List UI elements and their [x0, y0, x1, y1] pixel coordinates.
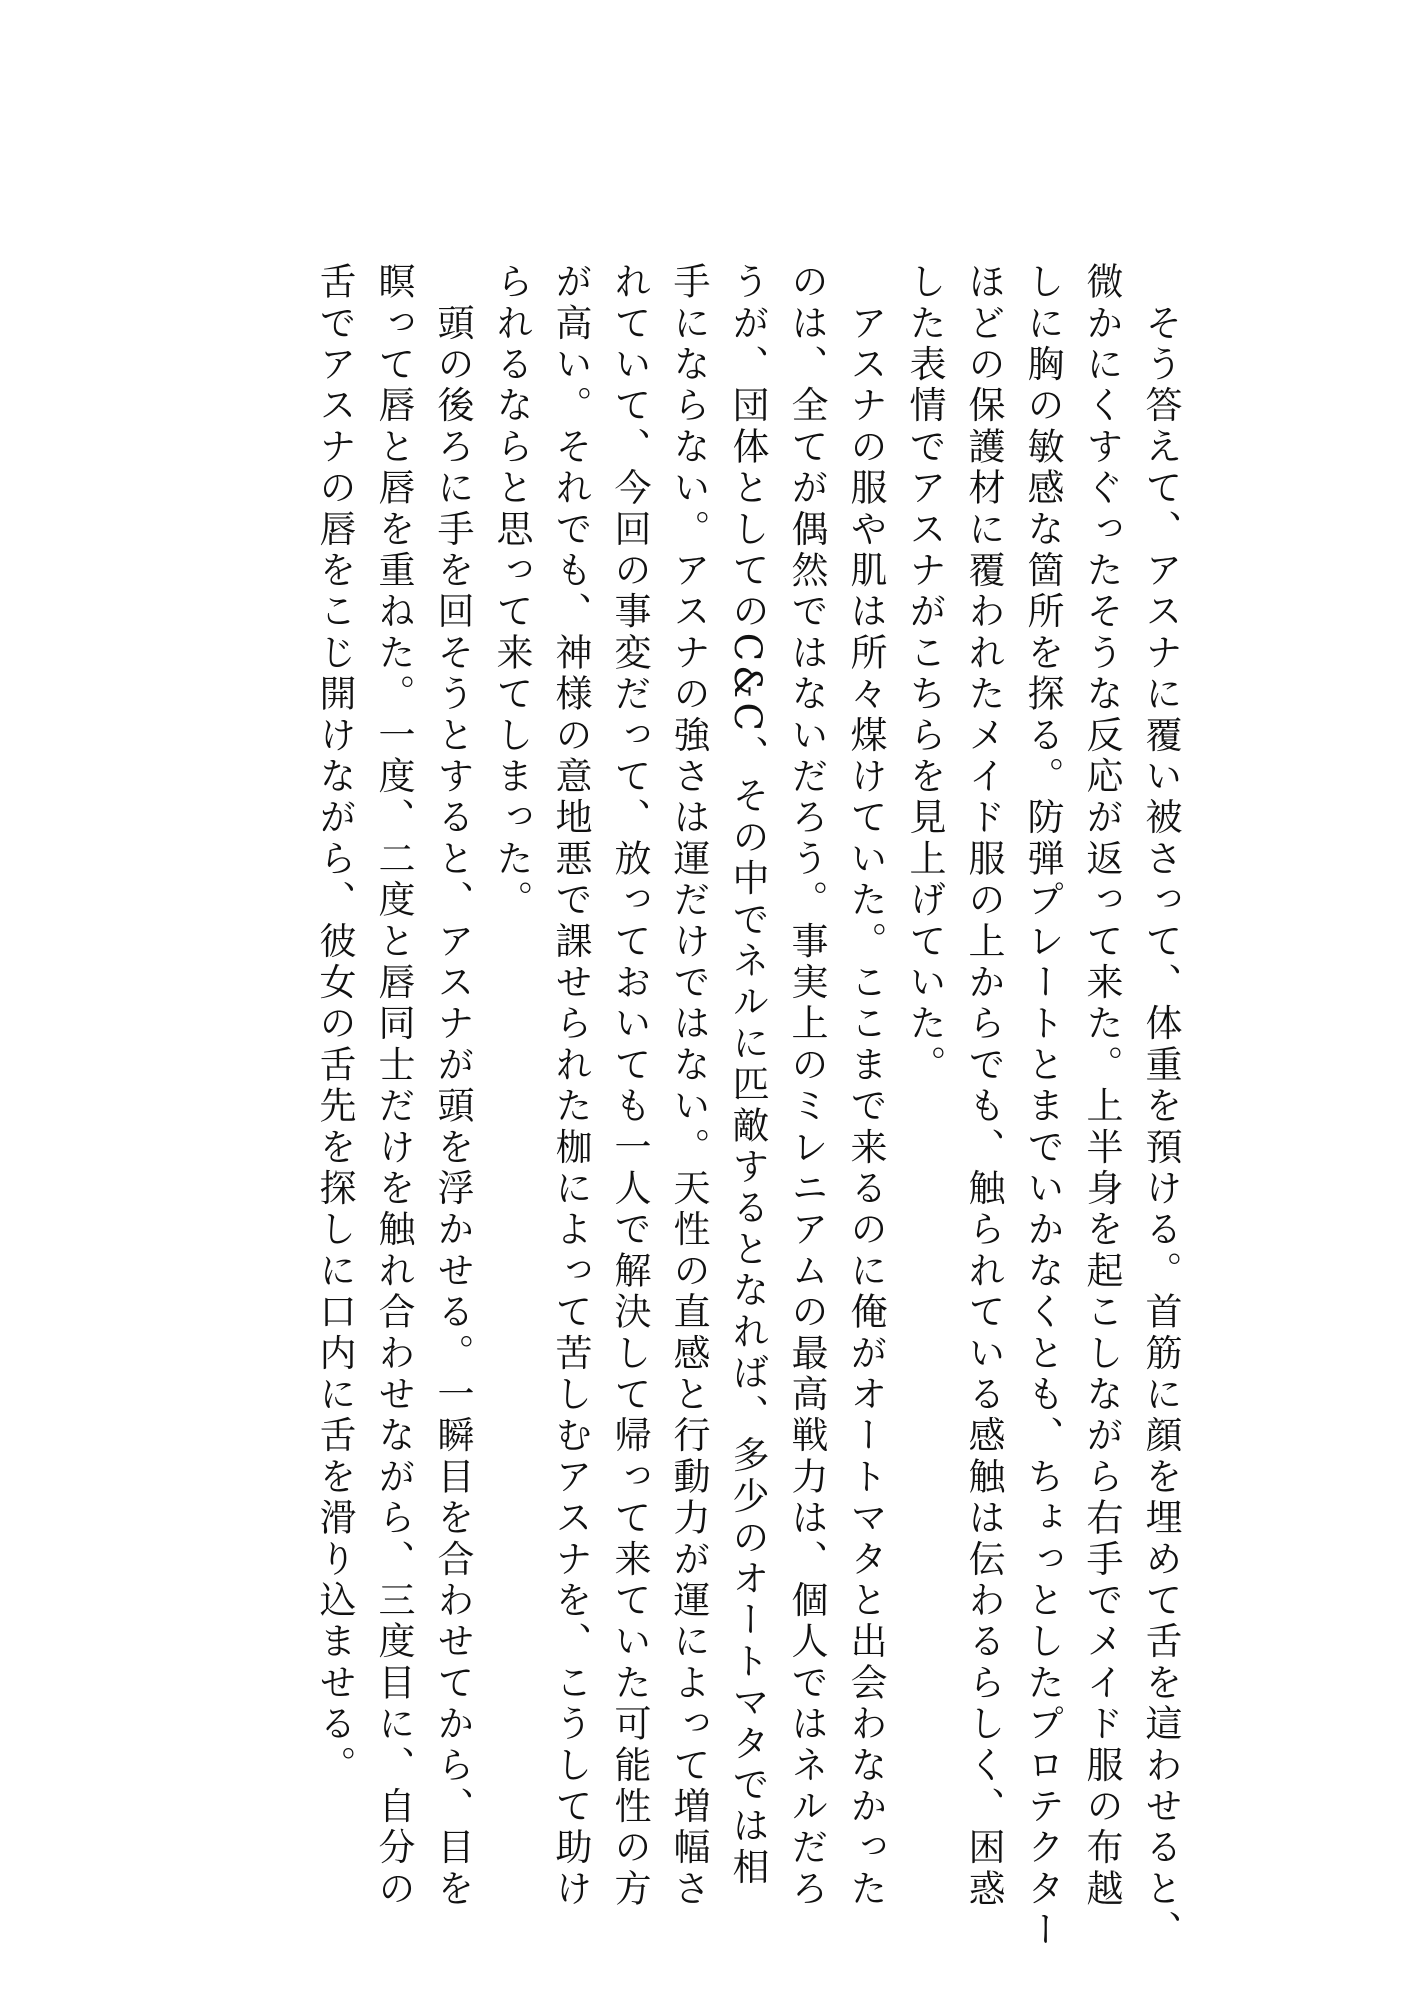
text-line: 頭の後ろに手を回そうとすると、アスナが頭を浮かせる。一瞬目を合わせてから、目を — [431, 262, 474, 1910]
text-line: 微かにくすぐったそうな反応が返って来た。上半身を起こしながら右手でメイド服の布越 — [1080, 262, 1123, 1910]
text-line: 瞑って唇と唇を重ねた。一度、二度と唇同士だけを触れ合わせながら、三度目に、自分の — [372, 262, 415, 1910]
text-line: 舌でアスナの唇をこじ開けながら、彼女の舌先を探しに口内に舌を滑り込ませる。 — [313, 262, 356, 1787]
text-line: のは、全てが偶然ではないだろう。事実上のミレニアムの最高戦力は、個人ではネルだろ — [785, 262, 828, 1910]
text-line: 手にならない。アスナの強さは運だけではない。天性の直感と行動力が運によって増幅さ — [667, 262, 710, 1910]
text-line: れていて、今回の事変だって、放っておいても一人で解決して帰って来ていた可能性の方 — [608, 262, 651, 1910]
text-line: られるならと思って来てしまった。 — [490, 262, 533, 922]
text-line: そう答えて、アスナに覆い被さって、体重を預ける。首筋に顔を埋めて舌を這わせると、 — [1139, 262, 1182, 1952]
text-line: した表情でアスナがこちらを見上げていた。 — [903, 262, 946, 1086]
text-line: ほどの保護材に覆われたメイド服の上からでも、触られている感触は伝わるらしく、困惑 — [962, 262, 1005, 1910]
text-line: が高い。それでも、神様の意地悪で課せられた枷によって苦しむアスナを、こうして助け — [549, 262, 592, 1910]
text-line: アスナの服や肌は所々煤けていた。ここまで来るのに俺がオートマタと出会わなかった — [844, 262, 887, 1910]
text-line: しに胸の敏感な箇所を探る。防弾プレートとまでいかなくとも、ちょっとしたプロテクター — [1021, 262, 1064, 1952]
text-line: うが、団体としてのC&C、その中でネルに匹敵するとなれば、多少のオートマタでは相 — [726, 262, 769, 1889]
vertical-text-block — [300, 262, 1190, 1952]
